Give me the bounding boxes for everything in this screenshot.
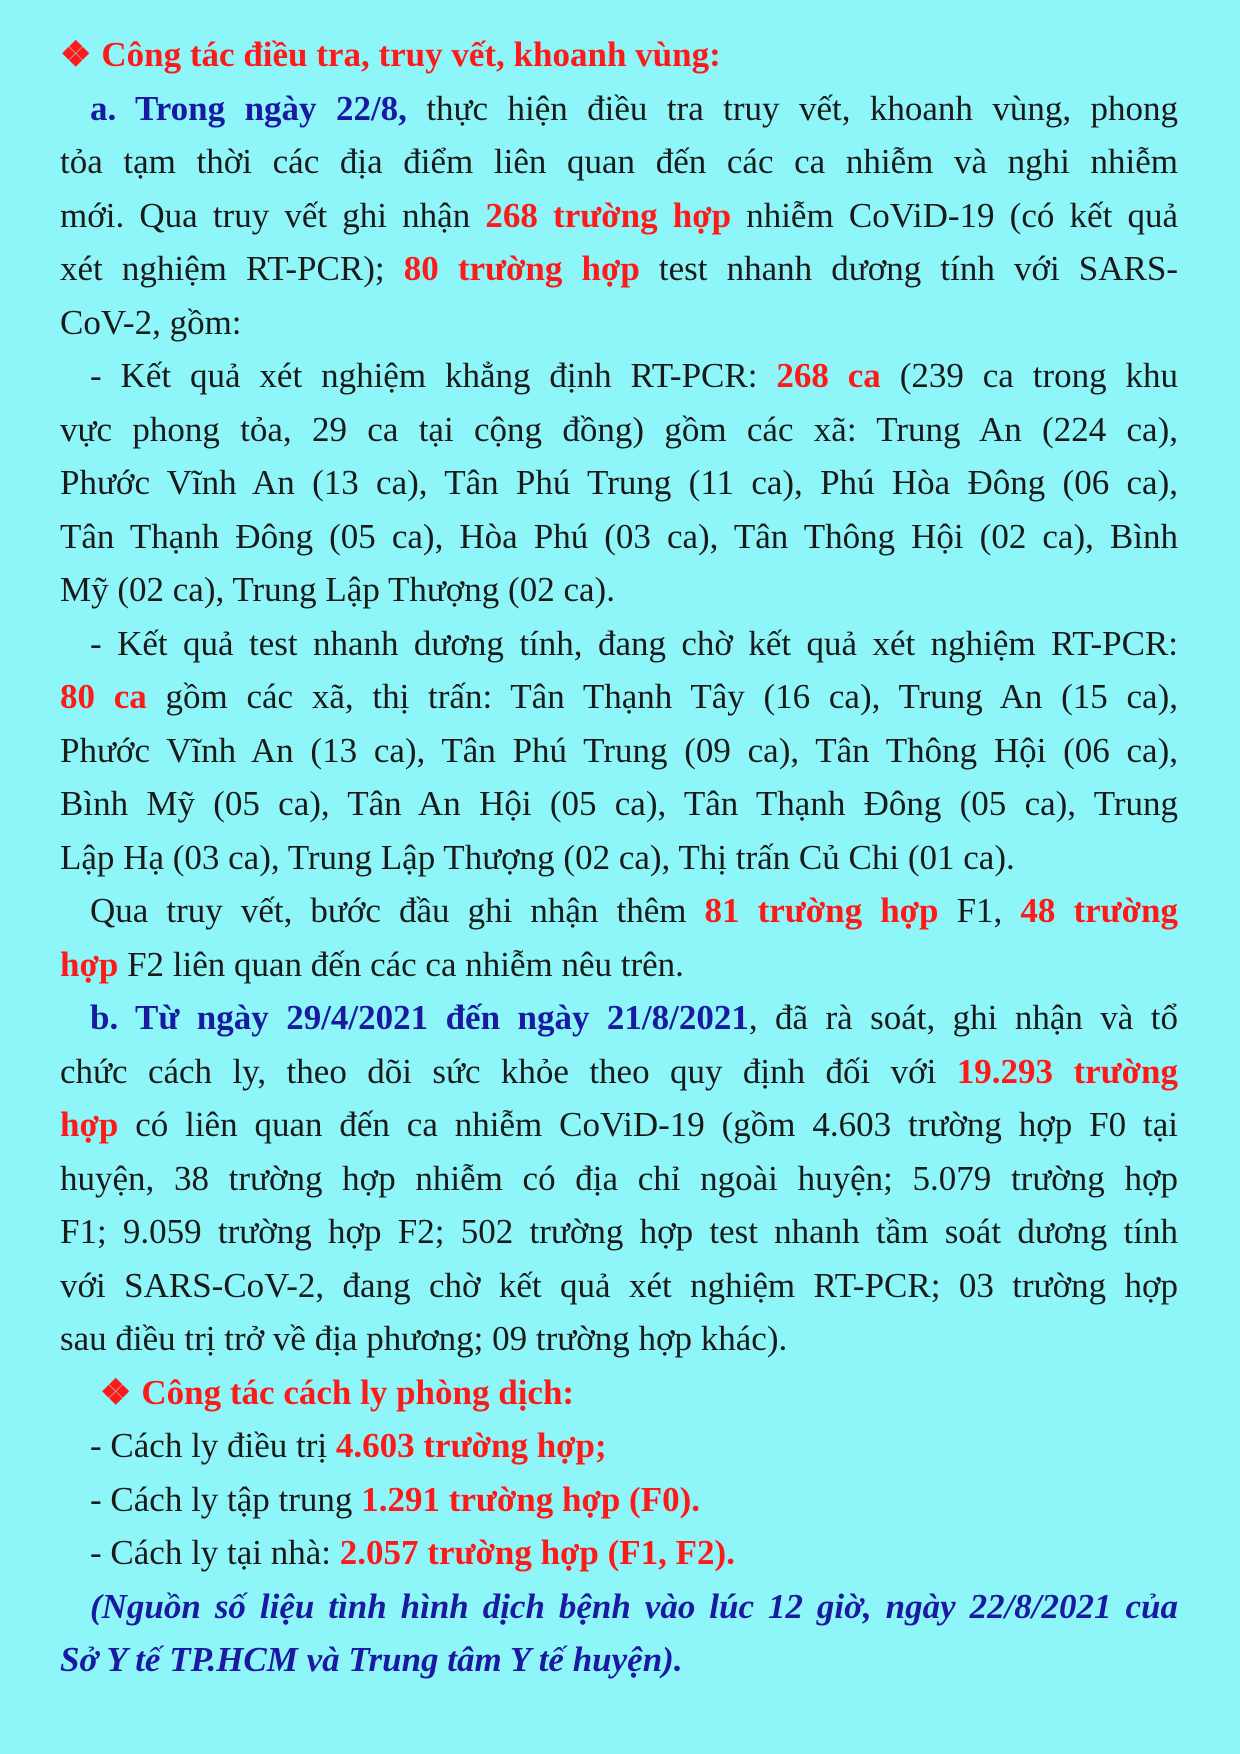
section-quarantine-heading: ❖ Công tác cách ly phòng dịch: [100,1372,575,1412]
bullet2-line-1: - Kết quả test nhanh dương tính, đang chờ kết quả xét nghiệm RT-PCR: [90,623,1178,663]
bullet1-line-4: Tân Thạnh Đông (05 ca), Hòa Phú (03 ca), Tân Thông Hội (02 ca), Bình [60,516,1178,556]
source-note-line-1: (Nguồn số liệu tình hình dịch bệnh vào lúc 12 giờ, ngày 22/8/2021 của [90,1586,1178,1626]
bullet1-line-2: vực phong tỏa, 29 ca tại cộng đồng) gồm các xã: Trung An (224 ca), [60,409,1178,449]
trace-line-1: Qua truy vết, bước đầu ghi nhận thêm 81 trường hợp F1, 48 trường [90,891,1178,930]
para-b-line-4: huyện, 38 trường hợp nhiễm có địa chỉ ngoài huyện; 5.079 trường hợp [60,1158,1178,1198]
source-note-line-2: Sở Y tế TP.HCM và Trung tâm Y tế huyện). [60,1640,683,1679]
bullet1-line-3: Phước Vĩnh An (13 ca), Tân Phú Trung (11 ca), Phú Hòa Đông (06 ca), [60,463,1178,502]
para-b-label: b. Từ ngày 29/4/2021 đến ngày 21/8/2021 [90,998,749,1037]
para-b-line-7: sau điều trị trở về địa phương; 09 trường hợp khác). [60,1319,788,1358]
quarantine-item: - Cách ly điều trị 4.603 trường hợp; [90,1426,607,1465]
para-a-line-3: mới. Qua truy vết ghi nhận 268 trường hợp nhiễm CoViD-19 (có kết quả [60,195,1178,235]
highlight-value: hợp [60,1105,119,1144]
para-b-line-3: hợp có liên quan đến ca nhiễm CoViD-19 (gồm 4.603 trường hợp F0 tại [60,1105,1178,1144]
highlight-value: 268 ca [776,356,881,395]
para-b-line-2: chức cách ly, theo dõi sức khỏe theo quy định đối với 19.293 trường [60,1051,1178,1091]
bullet2-line-4: Bình Mỹ (05 ca), Tân An Hội (05 ca), Tân Thạnh Đông (05 ca), Trung [60,784,1178,823]
highlight-value: 2.057 trường hợp (F1, F2). [339,1533,735,1572]
highlight-value: 1.291 trường hợp (F0). [361,1479,700,1519]
bullet1-line-1: - Kết quả xét nghiệm khẳng định RT-PCR: 268 ca (239 ca trong khu [90,356,1178,395]
para-a-line-4: xét nghiệm RT-PCR); 80 trường hợp test nhanh dương tính với SARS- [60,249,1178,288]
bullet1-line-5: Mỹ (02 ca), Trung Lập Thượng (02 ca). [60,570,615,609]
bullet2-line-2: 80 ca gồm các xã, thị trấn: Tân Thạnh Tây (16 ca), Trung An (15 ca), [60,677,1178,716]
para-b-line-1: b. Từ ngày 29/4/2021 đến ngày 21/8/2021, đã rà soát, ghi nhận và tổ [90,998,1178,1037]
quarantine-item: - Cách ly tập trung 1.291 trường hợp (F0). [90,1479,700,1519]
para-a-line-1: a. Trong ngày 22/8, thực hiện điều tra truy vết, khoanh vùng, phong [90,88,1178,128]
quarantine-item: - Cách ly tại nhà: 2.057 trường hợp (F1, F2). [90,1533,735,1572]
trace-line-2: hợp F2 liên quan đến các ca nhiễm nêu trên. [60,944,684,984]
para-b-line-6: với SARS-CoV-2, đang chờ kết quả xét nghiệm RT-PCR; 03 trường hợp [60,1265,1178,1305]
diamond-bullet-icon: ❖ [60,35,92,74]
para-b-line-5: F1; 9.059 trường hợp F2; 502 trường hợp test nhanh tầm soát dương tính [60,1212,1178,1251]
highlight-value: 4.603 trường hợp; [335,1426,607,1465]
highlight-value: 80 ca [60,677,147,716]
highlight-value: 80 trường hợp [403,249,640,288]
highlight-value: hợp [60,944,119,984]
highlight-value: 81 trường hợp [704,891,939,930]
para-a-label: a. Trong ngày 22/8, [90,88,407,128]
section-investigation-heading: ❖ Công tác điều tra, truy vết, khoanh vùng: [60,35,721,74]
diamond-bullet-icon: ❖ [100,1372,132,1412]
para-a-line-2: tỏa tạm thời các địa điểm liên quan đến các ca nhiễm và nghi nhiễm [60,142,1178,181]
bullet2-line-3: Phước Vĩnh An (13 ca), Tân Phú Trung (09 ca), Tân Thông Hội (06 ca), [60,730,1178,770]
para-a-line-5: CoV-2, gồm: [60,302,242,342]
highlight-value: 19.293 trường [956,1051,1178,1091]
highlight-value: 48 trường [1020,891,1178,930]
highlight-value: 268 trường hợp [485,195,732,235]
bullet2-line-5: Lập Hạ (03 ca), Trung Lập Thượng (02 ca), Thị trấn Củ Chi (01 ca). [60,837,1015,877]
